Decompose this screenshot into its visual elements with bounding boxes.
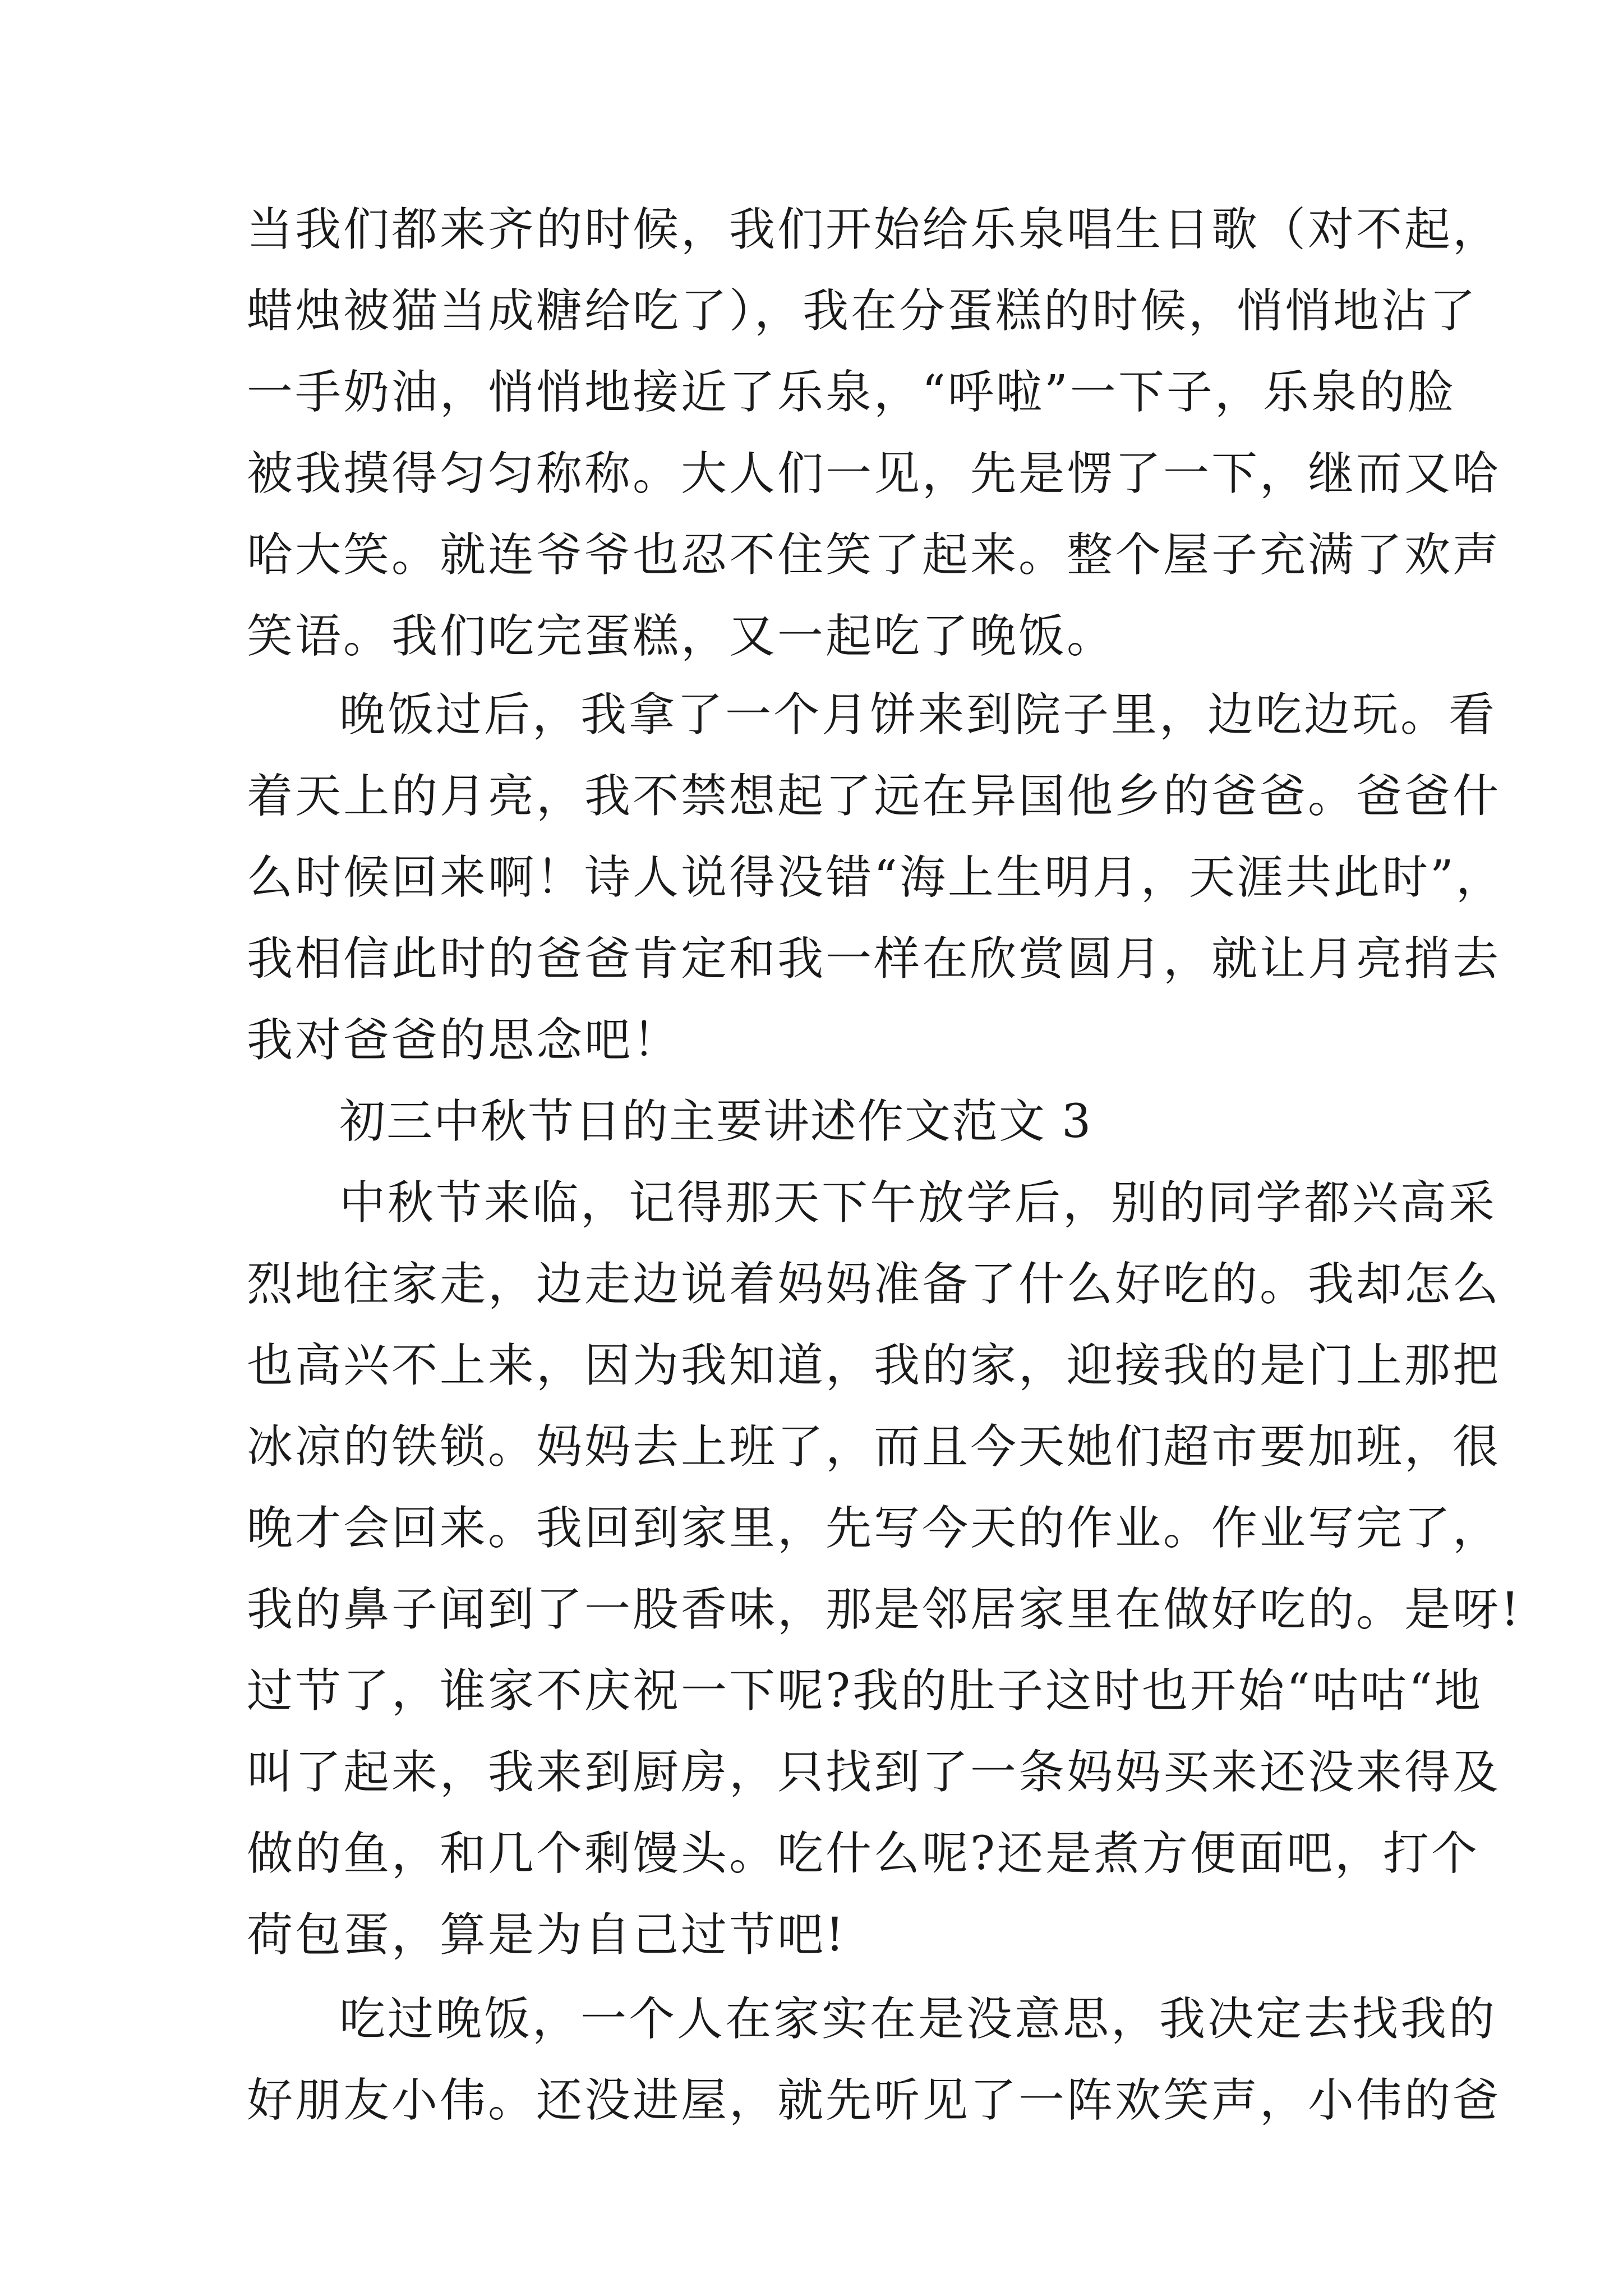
text-line: 哈大笑。就连爷爷也忍不住笑了起来。整个屋子充满了欢声 — [247, 528, 1501, 582]
text-line: 么时候回来啊！诗人说得没错“海上生明月，天涯共此时”， — [247, 851, 1504, 904]
text-line: 着天上的月亮，我不禁想起了远在异国他乡的爸爸。爸爸什 — [247, 770, 1501, 823]
text-line: 过节了，谁家不庆祝一下呢?我的肚子这时也开始“咕咕“地 — [247, 1664, 1483, 1718]
text-line: 晚才会回来。我回到家里，先写今天的作业。作业写完了， — [247, 1502, 1501, 1555]
text-line: 笑语。我们吃完蛋糕，又一起吃了晚饭。 — [247, 610, 1115, 663]
text-line: 叫了起来，我来到厨房，只找到了一条妈妈买来还没来得及 — [247, 1746, 1501, 1799]
text-line: 中秋节来临，记得那天下午放学后，别的同学都兴高采 — [339, 1176, 1497, 1230]
text-line: 冰凉的铁锁。妈妈去上班了，而且今天她们超市要加班，很 — [247, 1420, 1501, 1474]
text-line: 吃过晚饭，一个人在家实在是没意思，我决定去找我的 — [339, 1993, 1497, 2046]
heading-text: 初三中秋节日的主要讲述作文范文 3 — [339, 1095, 1092, 1148]
text-line: 蜡烛被猫当成糖给吃了），我在分蛋糕的时候，悄悄地沾了 — [247, 284, 1478, 338]
text-line: 荷包蛋，算是为自己过节吧! — [247, 1908, 846, 1962]
text-line: 我的鼻子闻到了一股香味，那是邻居家里在做好吃的。是呀! — [247, 1583, 1521, 1636]
text-line: 做的鱼，和几个剩馒头。吃什么呢?还是煮方便面吧，打个 — [247, 1827, 1479, 1880]
text-line: 我对爸爸的思念吧！ — [247, 1014, 681, 1067]
text-line: 当我们都来齐的时候，我们开始给乐泉唱生日歌（对不起， — [247, 203, 1501, 256]
text-line: 也高兴不上来，因为我知道，我的家，迎接我的是门上那把 — [247, 1339, 1501, 1392]
text-line: 我相信此时的爸爸肯定和我一样在欣赏圆月，就让月亮捎去 — [247, 932, 1501, 986]
text-line: 被我摸得匀匀称称。大人们一见，先是愣了一下，继而又哈 — [247, 447, 1501, 500]
text-line: 一手奶油，悄悄地接近了乐泉，“呼啦”一下子，乐泉的脸 — [247, 366, 1456, 419]
text-line: 好朋友小伟。还没进屋，就先听见了一阵欢笑声，小伟的爸 — [247, 2074, 1501, 2127]
text-line: 晚饭过后，我拿了一个月饼来到院子里，边吃边玩。看 — [339, 688, 1497, 742]
text-line: 烈地往家走，边走边说着妈妈准备了什么好吃的。我却怎么 — [247, 1258, 1501, 1311]
